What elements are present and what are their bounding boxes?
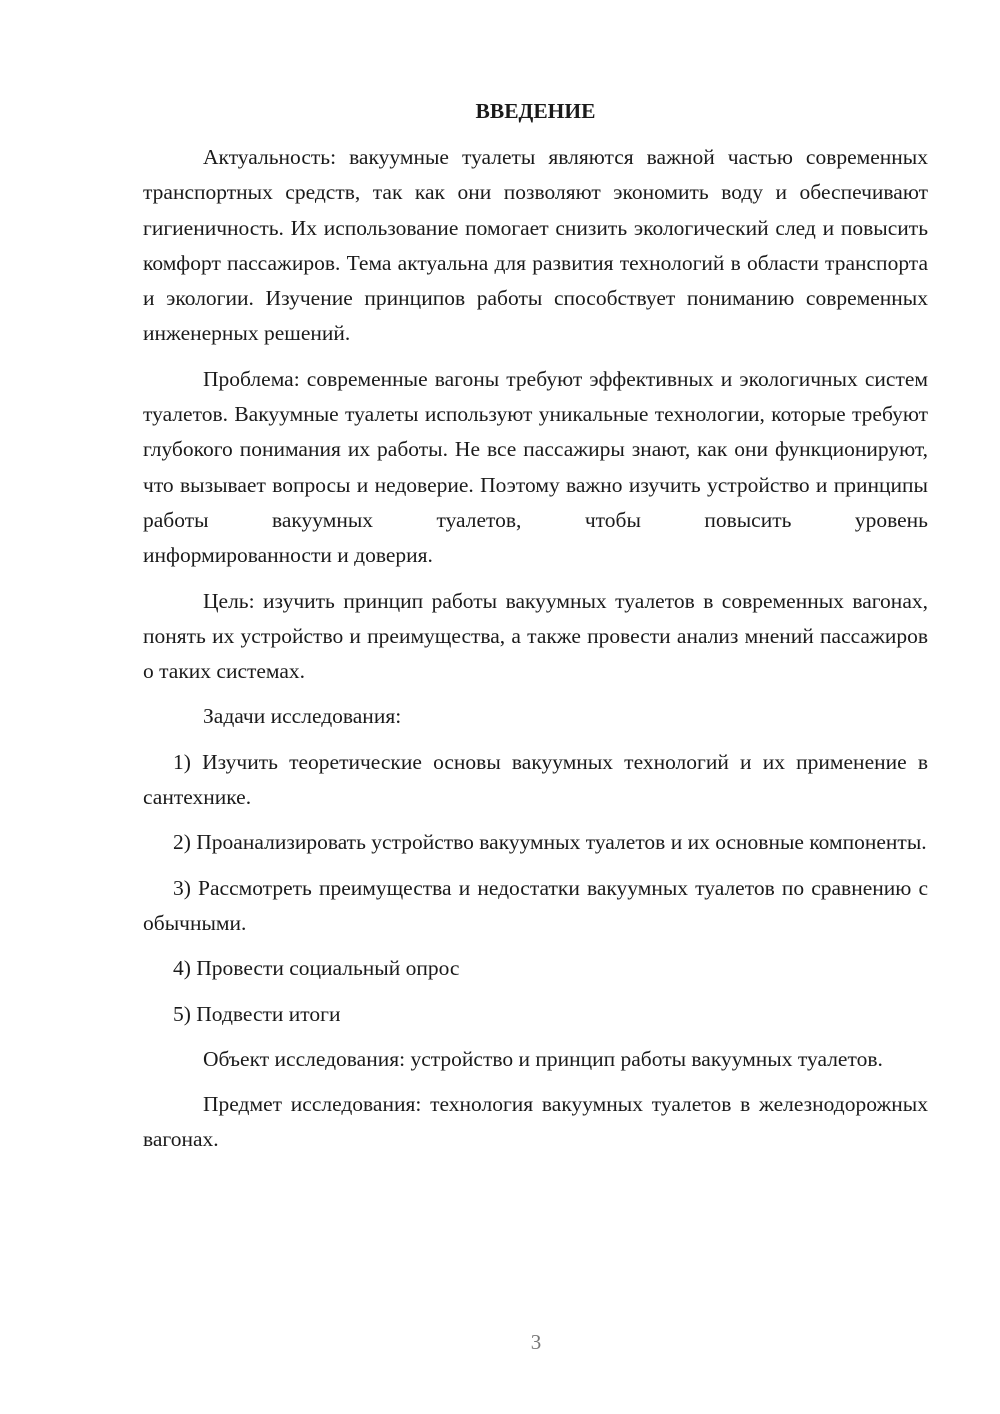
goal-paragraph: Цель: изучить принцип работы вакуумных туалетов в современных вагонах, понять их устройство и преимущества, а также провести анализ мнений пассажиров о таких системах. <box>143 588 928 684</box>
subject-paragraph: Предмет исследования: технология вакуумных туалетов в железнодорожных вагонах. <box>143 1092 928 1152</box>
section-title: ВВЕДЕНИЕ <box>475 99 596 123</box>
task-item-4: 4) Провести социальный опрос <box>173 956 460 981</box>
problem-paragraph: Проблема: современные вагоны требуют эффективных и экологичных систем туалетов. Вакуумные туалеты используют уникальные технологии, которые требуют глубокого понимания их работы. Не все пассажиры знают, как они функционируют, что вызывает вопросы и недоверие. Поэтому важно изучить устройство и принципы работы вакуумных туалетов, чтобы повысить уровень <box>143 366 928 532</box>
task-item-5: 5) Подвести итоги <box>173 1001 341 1026</box>
task-item-1: 1) Изучить теоретические основы вакуумных технологий и их применение в сантехнике. <box>143 749 928 810</box>
object-paragraph: Объект исследования: устройство и принцип работы вакуумных туалетов. <box>203 1046 883 1071</box>
relevance-paragraph: Актуальность: вакуумные туалеты являются важной частью современных транспортных средств, так как они позволяют экономить воду и обеспечивают гигиеничность. Их использование помогает снизить экологический след и повысить комфорт пассажиров. Тема актуальна для развития технологий в области транспорта и экологии. Изучение принципов работы способствует пониманию современных инженерных решений. <box>143 145 928 346</box>
tasks-heading: Задачи исследования: <box>203 704 402 729</box>
page-content <box>143 92 928 1168</box>
problem-paragraph-continuation: информированности и доверия. <box>143 543 433 568</box>
task-item-3: 3) Рассмотреть преимущества и недостатки вакуумных туалетов по сравнению с обычными. <box>143 875 928 935</box>
page-number: 3 <box>530 1330 542 1354</box>
task-item-2: 2) Проанализировать устройство вакуумных туалетов и их основные компоненты. <box>173 830 927 855</box>
